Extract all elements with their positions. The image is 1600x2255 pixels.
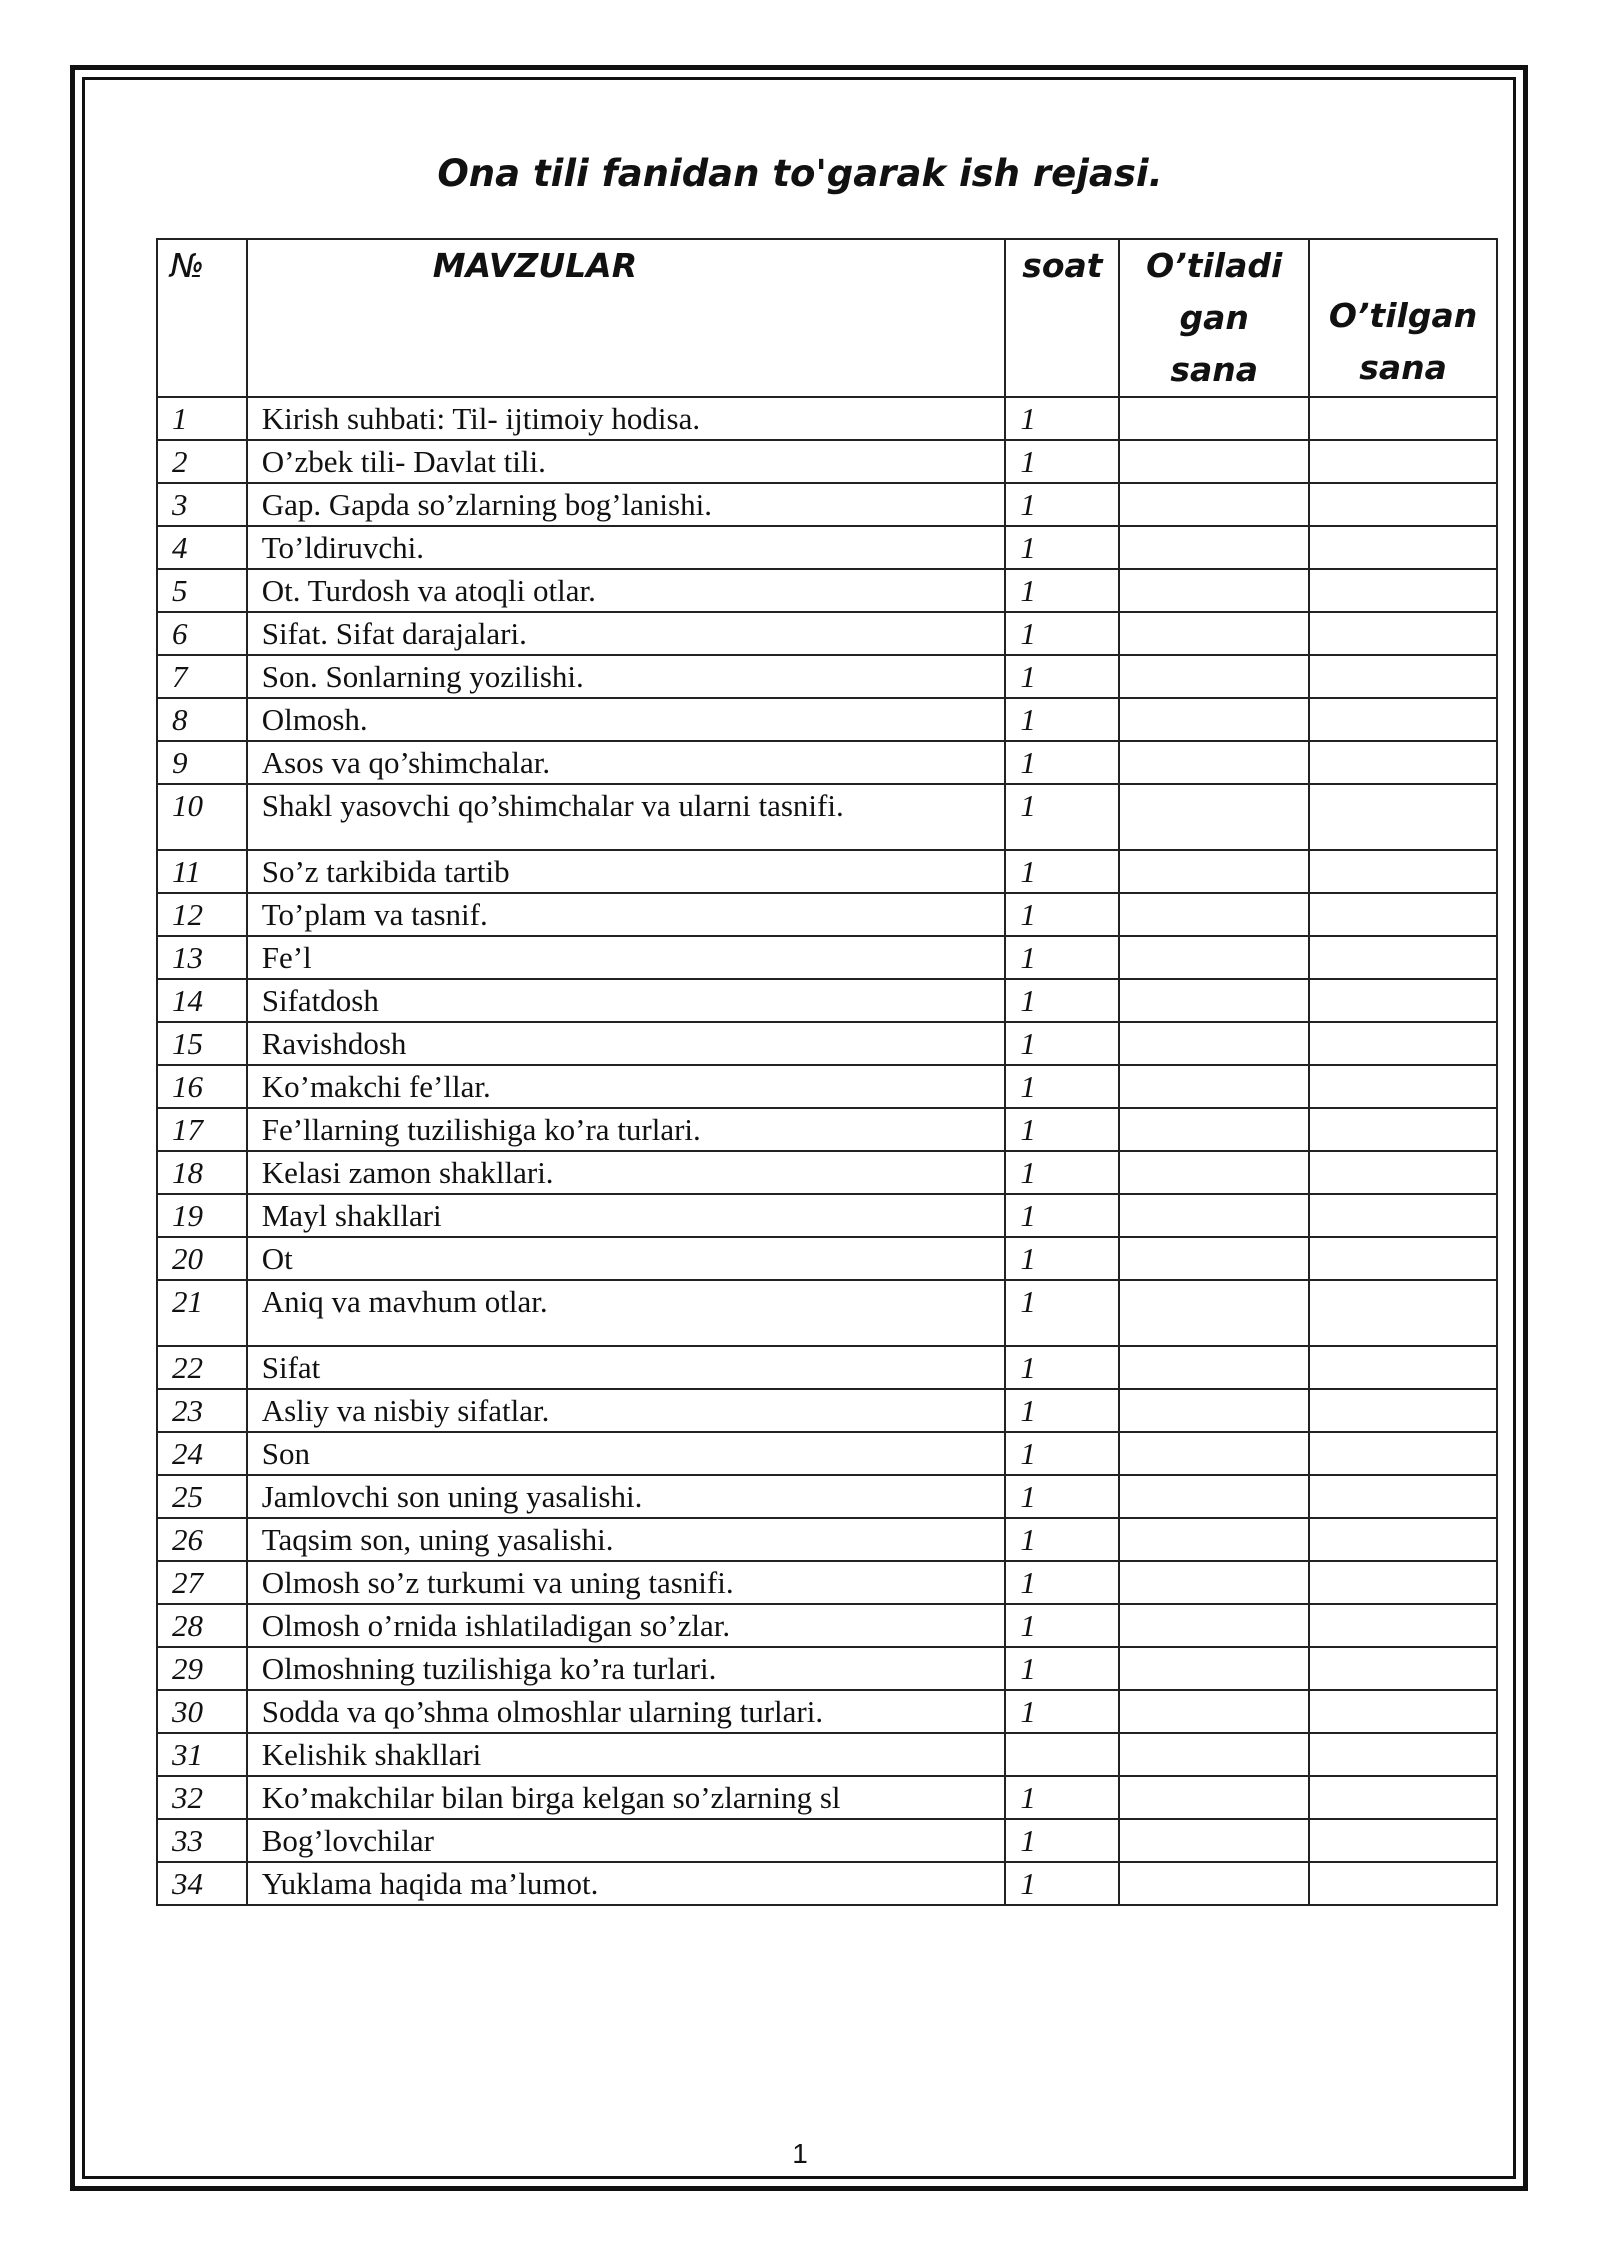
- row-hours: 1: [1005, 526, 1119, 569]
- row-topic: To’plam va tasnif.: [247, 893, 1006, 936]
- row-topic: Sifat. Sifat darajalari.: [247, 612, 1006, 655]
- row-number: 12: [157, 893, 247, 936]
- row-number: 13: [157, 936, 247, 979]
- row-done-date: [1309, 569, 1497, 612]
- table-row: [157, 1237, 1497, 1280]
- table-row: [157, 1862, 1497, 1905]
- table-row: [157, 1475, 1497, 1518]
- table-row: [157, 440, 1497, 483]
- table-row: [157, 1108, 1497, 1151]
- row-topic: Kelasi zamon shakllari.: [247, 1151, 1006, 1194]
- table-row: [157, 1561, 1497, 1604]
- row-hours: 1: [1005, 612, 1119, 655]
- row-done-date: [1309, 1819, 1497, 1862]
- row-planned-date: [1119, 1690, 1309, 1733]
- row-done-date: [1309, 850, 1497, 893]
- table-row: [157, 526, 1497, 569]
- table-row: [157, 893, 1497, 936]
- row-number: 3: [157, 483, 247, 526]
- row-done-date: [1309, 1561, 1497, 1604]
- page-number: 1: [792, 2138, 808, 2169]
- row-hours: 1: [1005, 741, 1119, 784]
- row-planned-date: [1119, 1733, 1309, 1776]
- row-planned-date: [1119, 1776, 1309, 1819]
- row-done-date: [1309, 1194, 1497, 1237]
- row-done-date: [1309, 440, 1497, 483]
- row-number: 7: [157, 655, 247, 698]
- table-row: [157, 1022, 1497, 1065]
- row-hours: 1: [1005, 698, 1119, 741]
- row-planned-date: [1119, 483, 1309, 526]
- row-topic: Shakl yasovchi qo’shimchalar va ularni tasnifi.: [247, 784, 1006, 850]
- row-planned-date: [1119, 1280, 1309, 1346]
- row-planned-date: [1119, 1561, 1309, 1604]
- header-done-date-line1: O’tilgan: [1328, 296, 1478, 335]
- row-hours: 1: [1005, 1151, 1119, 1194]
- table-row: [157, 1690, 1497, 1733]
- row-number: 30: [157, 1690, 247, 1733]
- row-number: 31: [157, 1733, 247, 1776]
- row-number: 10: [157, 784, 247, 850]
- header-number: №: [157, 239, 247, 397]
- header-planned-date-line1: O’tiladi: [1146, 246, 1283, 285]
- row-number: 20: [157, 1237, 247, 1280]
- row-planned-date: [1119, 1151, 1309, 1194]
- row-number: 11: [157, 850, 247, 893]
- row-done-date: [1309, 1604, 1497, 1647]
- row-hours: 1: [1005, 1776, 1119, 1819]
- row-planned-date: [1119, 893, 1309, 936]
- row-number: 33: [157, 1819, 247, 1862]
- row-hours: 1: [1005, 1346, 1119, 1389]
- row-hours: 1: [1005, 850, 1119, 893]
- row-planned-date: [1119, 1475, 1309, 1518]
- row-planned-date: [1119, 1862, 1309, 1905]
- table-body: [157, 397, 1497, 1905]
- row-topic: Asliy va nisbiy sifatlar.: [247, 1389, 1006, 1432]
- row-done-date: [1309, 1389, 1497, 1432]
- table-row: [157, 1604, 1497, 1647]
- row-planned-date: [1119, 1389, 1309, 1432]
- row-done-date: [1309, 526, 1497, 569]
- row-topic: O’zbek tili- Davlat tili.: [247, 440, 1006, 483]
- row-hours: 1: [1005, 1819, 1119, 1862]
- row-topic: Ot. Turdosh va atoqli otlar.: [247, 569, 1006, 612]
- row-topic: Gap. Gapda so’zlarning bog’lanishi.: [247, 483, 1006, 526]
- table-row: [157, 1065, 1497, 1108]
- row-topic: Asos va qo’shimchalar.: [247, 741, 1006, 784]
- row-done-date: [1309, 1280, 1497, 1346]
- row-planned-date: [1119, 741, 1309, 784]
- row-done-date: [1309, 1647, 1497, 1690]
- row-planned-date: [1119, 1432, 1309, 1475]
- row-done-date: [1309, 1733, 1497, 1776]
- row-done-date: [1309, 893, 1497, 936]
- row-done-date: [1309, 483, 1497, 526]
- row-topic: Jamlovchi son uning yasalishi.: [247, 1475, 1006, 1518]
- row-done-date: [1309, 1475, 1497, 1518]
- row-done-date: [1309, 936, 1497, 979]
- table-row: [157, 1432, 1497, 1475]
- row-hours: 1: [1005, 1432, 1119, 1475]
- row-hours: 1: [1005, 1561, 1119, 1604]
- row-topic: Kirish suhbati: Til- ijtimoiy hodisa.: [247, 397, 1006, 440]
- table-row: [157, 1518, 1497, 1561]
- row-topic: Kelishik shakllari: [247, 1733, 1006, 1776]
- row-hours: 1: [1005, 1108, 1119, 1151]
- row-done-date: [1309, 1862, 1497, 1905]
- row-hours: 1: [1005, 1280, 1119, 1346]
- table-row: [157, 1151, 1497, 1194]
- row-hours: 1: [1005, 440, 1119, 483]
- row-number: 29: [157, 1647, 247, 1690]
- row-hours: 1: [1005, 655, 1119, 698]
- row-topic: Mayl shakllari: [247, 1194, 1006, 1237]
- header-planned-date: [1119, 239, 1309, 397]
- row-topic: Sifat: [247, 1346, 1006, 1389]
- row-number: 16: [157, 1065, 247, 1108]
- row-topic: Fe’l: [247, 936, 1006, 979]
- row-hours: 1: [1005, 483, 1119, 526]
- row-hours: 1: [1005, 1690, 1119, 1733]
- header-hours: soat: [1005, 239, 1119, 397]
- row-hours: 1: [1005, 979, 1119, 1022]
- row-done-date: [1309, 1432, 1497, 1475]
- row-topic: So’z tarkibida tartib: [247, 850, 1006, 893]
- row-planned-date: [1119, 1022, 1309, 1065]
- table-row: [157, 569, 1497, 612]
- row-done-date: [1309, 1776, 1497, 1819]
- row-done-date: [1309, 1108, 1497, 1151]
- table-row: [157, 936, 1497, 979]
- table-row: [157, 741, 1497, 784]
- table-row: [157, 483, 1497, 526]
- row-done-date: [1309, 979, 1497, 1022]
- row-number: 21: [157, 1280, 247, 1346]
- row-topic: Olmosh.: [247, 698, 1006, 741]
- row-hours: 1: [1005, 1194, 1119, 1237]
- row-topic: Taqsim son, uning yasalishi.: [247, 1518, 1006, 1561]
- row-number: 4: [157, 526, 247, 569]
- row-topic: Ravishdosh: [247, 1022, 1006, 1065]
- row-hours: 1: [1005, 784, 1119, 850]
- row-done-date: [1309, 1151, 1497, 1194]
- row-planned-date: [1119, 1065, 1309, 1108]
- row-hours: 1: [1005, 569, 1119, 612]
- row-hours: 1: [1005, 1604, 1119, 1647]
- row-planned-date: [1119, 1108, 1309, 1151]
- row-done-date: [1309, 698, 1497, 741]
- row-hours: 1: [1005, 936, 1119, 979]
- header-planned-date-line3: sana: [1170, 350, 1259, 389]
- row-number: 18: [157, 1151, 247, 1194]
- row-done-date: [1309, 612, 1497, 655]
- table-header-row: [157, 239, 1497, 397]
- row-topic: Olmoshning tuzilishiga ko’ra turlari.: [247, 1647, 1006, 1690]
- table-row: [157, 1733, 1497, 1776]
- row-planned-date: [1119, 612, 1309, 655]
- row-topic: Olmosh so’z turkumi va uning tasnifi.: [247, 1561, 1006, 1604]
- row-done-date: [1309, 1346, 1497, 1389]
- table-row: [157, 1389, 1497, 1432]
- row-done-date: [1309, 1518, 1497, 1561]
- table-row: [157, 1280, 1497, 1346]
- row-hours: 1: [1005, 1862, 1119, 1905]
- row-topic: Ot: [247, 1237, 1006, 1280]
- row-planned-date: [1119, 850, 1309, 893]
- document-title: Ona tili fanidan to'garak ish rejasi.: [437, 152, 1163, 195]
- table-row: [157, 850, 1497, 893]
- table-row: [157, 612, 1497, 655]
- row-hours: 1: [1005, 893, 1119, 936]
- header-planned-date-line2: gan: [1179, 298, 1249, 337]
- header-done-date-line2: sana: [1359, 348, 1447, 387]
- row-done-date: [1309, 1022, 1497, 1065]
- row-topic: Aniq va mavhum otlar.: [247, 1280, 1006, 1346]
- row-planned-date: [1119, 1346, 1309, 1389]
- row-done-date: [1309, 1237, 1497, 1280]
- row-planned-date: [1119, 1518, 1309, 1561]
- table-row: [157, 655, 1497, 698]
- row-hours: 1: [1005, 1065, 1119, 1108]
- row-topic: Ko’makchilar bilan birga kelgan so’zlarning sl: [247, 1776, 1006, 1819]
- row-done-date: [1309, 397, 1497, 440]
- row-planned-date: [1119, 936, 1309, 979]
- row-planned-date: [1119, 1237, 1309, 1280]
- table-row: [157, 698, 1497, 741]
- row-topic: Sifatdosh: [247, 979, 1006, 1022]
- row-planned-date: [1119, 655, 1309, 698]
- row-hours: 1: [1005, 1022, 1119, 1065]
- row-number: 32: [157, 1776, 247, 1819]
- row-number: 14: [157, 979, 247, 1022]
- table-row: [157, 1647, 1497, 1690]
- row-number: 27: [157, 1561, 247, 1604]
- row-planned-date: [1119, 1604, 1309, 1647]
- header-topics: MAVZULAR: [247, 239, 1006, 397]
- row-topic: Ko’makchi fe’llar.: [247, 1065, 1006, 1108]
- row-topic: Bog’lovchilar: [247, 1819, 1006, 1862]
- row-number: 22: [157, 1346, 247, 1389]
- row-done-date: [1309, 1690, 1497, 1733]
- row-done-date: [1309, 655, 1497, 698]
- row-number: 19: [157, 1194, 247, 1237]
- row-done-date: [1309, 784, 1497, 850]
- row-topic: Fe’llarning tuzilishiga ko’ra turlari.: [247, 1108, 1006, 1151]
- row-number: 6: [157, 612, 247, 655]
- row-number: 25: [157, 1475, 247, 1518]
- table-row: [157, 397, 1497, 440]
- row-topic: Sodda va qo’shma olmoshlar ularning turlari.: [247, 1690, 1006, 1733]
- table-row: [157, 979, 1497, 1022]
- row-planned-date: [1119, 1194, 1309, 1237]
- row-number: 28: [157, 1604, 247, 1647]
- row-planned-date: [1119, 979, 1309, 1022]
- row-planned-date: [1119, 1647, 1309, 1690]
- row-number: 23: [157, 1389, 247, 1432]
- row-hours: 1: [1005, 397, 1119, 440]
- row-topic: Son: [247, 1432, 1006, 1475]
- row-planned-date: [1119, 569, 1309, 612]
- row-planned-date: [1119, 698, 1309, 741]
- row-number: 9: [157, 741, 247, 784]
- row-number: 1: [157, 397, 247, 440]
- row-number: 17: [157, 1108, 247, 1151]
- row-topic: Yuklama haqida ma’lumot.: [247, 1862, 1006, 1905]
- row-hours: 1: [1005, 1475, 1119, 1518]
- row-done-date: [1309, 1065, 1497, 1108]
- row-number: 34: [157, 1862, 247, 1905]
- table-row: [157, 1346, 1497, 1389]
- row-number: 24: [157, 1432, 247, 1475]
- row-planned-date: [1119, 440, 1309, 483]
- row-number: 5: [157, 569, 247, 612]
- row-topic: Son. Sonlarning yozilishi.: [247, 655, 1006, 698]
- row-hours: [1005, 1733, 1119, 1776]
- header-done-date: [1309, 239, 1497, 397]
- row-done-date: [1309, 741, 1497, 784]
- row-number: 8: [157, 698, 247, 741]
- row-number: 2: [157, 440, 247, 483]
- table-row: [157, 784, 1497, 850]
- row-hours: 1: [1005, 1647, 1119, 1690]
- row-planned-date: [1119, 1819, 1309, 1862]
- row-topic: To’ldiruvchi.: [247, 526, 1006, 569]
- row-hours: 1: [1005, 1518, 1119, 1561]
- row-number: 26: [157, 1518, 247, 1561]
- row-number: 15: [157, 1022, 247, 1065]
- row-planned-date: [1119, 784, 1309, 850]
- table-row: [157, 1194, 1497, 1237]
- row-hours: 1: [1005, 1389, 1119, 1432]
- table-row: [157, 1776, 1497, 1819]
- row-topic: Olmosh o’rnida ishlatiladigan so’zlar.: [247, 1604, 1006, 1647]
- row-planned-date: [1119, 397, 1309, 440]
- row-hours: 1: [1005, 1237, 1119, 1280]
- row-planned-date: [1119, 526, 1309, 569]
- club-plan-table: [156, 238, 1498, 1906]
- table-row: [157, 1819, 1497, 1862]
